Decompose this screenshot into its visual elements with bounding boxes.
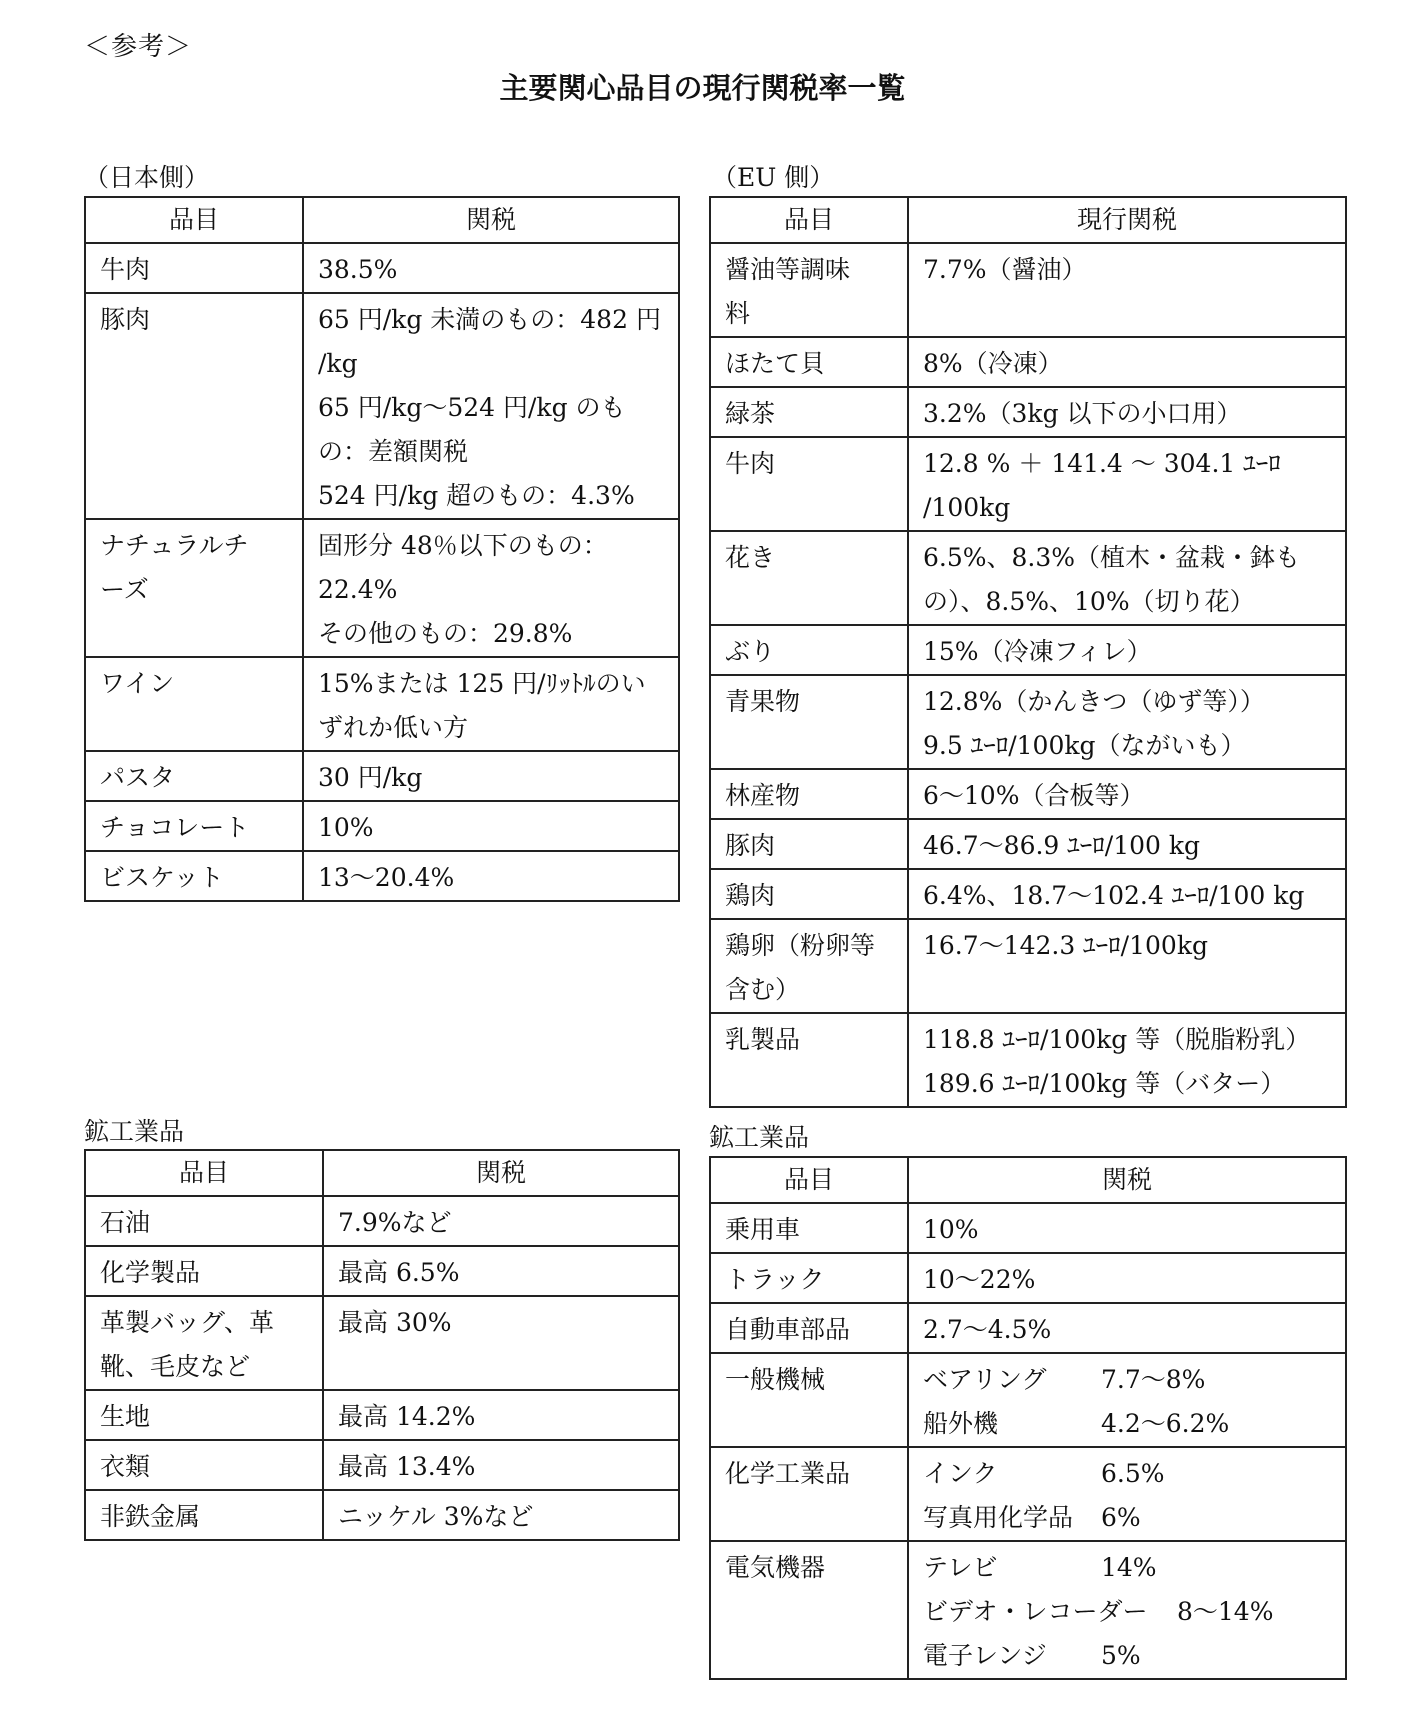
table-row [710,1447,1346,1541]
tariff-value: 16.7～142.3 ﾕｰﾛ/100kg [923,931,1208,960]
tariff-cell [323,1440,679,1490]
item-name: 化学工業品 [725,1459,851,1488]
item-cell [710,1353,908,1447]
table-row [710,1203,1346,1253]
table-row [710,437,1346,531]
tariff-value: 38.5% [318,255,398,284]
table-row [710,1253,1346,1303]
item-cell [85,851,303,901]
table-row [85,1440,679,1490]
table-row [710,769,1346,819]
item-cell [85,1246,323,1296]
subitem-value: 7.7～8% [1101,1365,1206,1394]
tariff-value: 10～22% [923,1265,1036,1294]
tariff-value: 12.8%（かんきつ（ゆず等）） [923,687,1265,716]
tariff-value: 9.5 ﾕｰﾛ/100kg（ながいも） [923,731,1246,760]
table-row [85,243,679,293]
tariff-value: 15%または 125 円/ﾘｯﾄﾙのい [318,669,646,698]
tariff-subitem [923,1590,1331,1634]
item-name: ワイン [100,669,175,698]
item-name: ナチュラルチ [100,531,249,560]
reference-label: ＜参考＞ [84,32,193,62]
tariff-value: 30 円/kg [318,763,423,792]
item-name: 生地 [100,1402,151,1431]
table-row [85,1296,679,1390]
item-cell [710,869,908,919]
table-row [710,1303,1346,1353]
tariff-cell [908,1013,1346,1107]
item-name: ほたて貝 [725,349,826,378]
table-row [710,1541,1346,1679]
table-row [710,1353,1346,1447]
item-cell [85,657,303,751]
japan-industrial-caption: 鉱工業品 [84,1117,185,1146]
item-cell [710,1013,908,1107]
item-name: 衣類 [100,1452,151,1481]
col-header-item: 品目 [710,197,908,243]
col-header-item: 品目 [710,1157,908,1203]
tariff-cell [908,819,1346,869]
tariff-cell [908,1303,1346,1353]
tariff-cell [908,675,1346,769]
tariff-value: 8%（冷凍） [923,349,1063,378]
item-cell [710,919,908,1013]
page-title: 主要関心品目の現行関税率一覧 [499,71,906,105]
tariff-cell [908,437,1346,531]
tariff-value: /kg [318,349,358,378]
tariff-cell [323,1296,679,1390]
eu-industrial-caption: 鉱工業品 [709,1123,810,1152]
tariff-subitem [923,1452,1331,1496]
item-cell [710,1303,908,1353]
item-cell [710,769,908,819]
eu-industrial-table [709,1156,1347,1680]
tariff-cell [303,657,679,751]
tariff-value: 15%（冷凍フィレ） [923,637,1152,666]
eu-tariff-table [709,196,1347,1108]
subitem-label: 写真用化学品 [923,1503,1074,1532]
tariff-value: 3.2%（3kg 以下の小口用） [923,399,1242,428]
tariff-cell [908,869,1346,919]
tariff-value: その他のもの：29.8% [318,619,573,648]
tariff-subitem [923,1546,1331,1590]
tariff-value: 最高 30% [338,1308,452,1337]
table-row [710,387,1346,437]
table-row [85,1490,679,1540]
tariff-value: ずれか低い方 [318,713,469,742]
tariff-value: 10% [318,813,374,842]
tariff-cell [908,1253,1346,1303]
tariff-value: 524 円/kg 超のもの：4.3% [318,481,635,510]
item-cell [710,337,908,387]
table-row [710,531,1346,625]
item-cell [710,243,908,337]
table-row [710,819,1346,869]
table-row [710,919,1346,1013]
table-row [85,851,679,901]
tariff-value: 固形分 48％以下のもの： [318,531,608,560]
tariff-value: 189.6 ﾕｰﾛ/100kg 等（バター） [923,1069,1286,1098]
item-cell [710,1253,908,1303]
tariff-cell [908,1353,1346,1447]
item-cell [85,1196,323,1246]
eu-caption: （EU 側） [712,163,835,192]
item-name: ぶり [725,637,776,666]
tariff-value: 7.7%（醤油） [923,255,1087,284]
item-cell [710,1447,908,1541]
item-cell [85,293,303,519]
tariff-subitem [923,1358,1331,1402]
tariff-cell [303,293,679,519]
item-cell [85,801,303,851]
tariff-value: 6～10%（合板等） [923,781,1145,810]
item-name: 一般機械 [725,1365,826,1394]
item-name: 乗用車 [725,1215,801,1244]
item-name: 林産物 [725,781,801,810]
tariff-value: 最高 13.4% [338,1452,476,1481]
tariff-cell [908,919,1346,1013]
item-name: 花き [725,543,776,572]
tariff-cell [323,1490,679,1540]
tariff-cell [323,1246,679,1296]
table-row [710,337,1346,387]
subitem-label: テレビ [923,1553,998,1582]
tariff-value: 22.4% [318,575,398,604]
subitem-value: 8～14% [1177,1597,1274,1626]
item-cell [710,531,908,625]
table-row [85,1390,679,1440]
item-name: ーズ [100,575,149,604]
tariff-cell [908,1541,1346,1679]
tariff-value: 10% [923,1215,979,1244]
tariff-value: /100kg [923,493,1011,522]
item-name: 自動車部品 [725,1315,851,1344]
japan-tariff-table [84,196,680,902]
item-name: トラック [725,1265,825,1294]
tariff-value: 65 円/kg 未満のもの：482 円 [318,305,661,334]
tariff-value: 6.4%、18.7～102.4 ﾕｰﾛ/100 kg [923,881,1305,910]
table-row [710,675,1346,769]
tariff-cell [908,243,1346,337]
subitem-label: 電子レンジ [923,1641,1047,1670]
table-row [710,243,1346,337]
item-name: パスタ [100,763,176,792]
table-row [85,1246,679,1296]
tariff-value: 最高 14.2% [338,1402,476,1431]
item-cell [85,1296,323,1390]
tariff-value: 6.5%、8.3%（植木・盆栽・鉢も [923,543,1301,572]
item-name: 料 [725,299,751,328]
item-name: 牛肉 [725,449,776,478]
tariff-cell [323,1196,679,1246]
item-cell [85,751,303,801]
item-name: 醤油等調味 [725,255,851,284]
tariff-cell [303,801,679,851]
table-row [710,869,1346,919]
tariff-cell [908,625,1346,675]
item-cell [85,1490,323,1540]
tariff-value: 最高 6.5% [338,1258,460,1287]
tariff-subitem [923,1496,1331,1540]
table-row [85,293,679,519]
subitem-value: 4.2～6.2% [1101,1409,1230,1438]
subitem-label: 船外機 [923,1409,999,1438]
item-name: 電気機器 [725,1553,826,1582]
item-name: 豚肉 [100,305,151,334]
subitem-value: 14% [1101,1553,1157,1582]
tariff-cell [303,851,679,901]
item-name: 靴、毛皮など [100,1352,251,1381]
item-cell [710,625,908,675]
table-row [710,625,1346,675]
item-cell [85,1390,323,1440]
tariff-cell [908,769,1346,819]
tariff-value: 65 円/kg～524 円/kg のも [318,393,626,422]
item-name: 革製バッグ、革 [100,1308,275,1337]
item-name: 鶏卵（粉卵等 [725,931,876,960]
tariff-cell [908,1447,1346,1541]
tariff-value: の：差額関税 [318,437,469,466]
item-cell [710,437,908,531]
item-name: チョコレート [100,813,250,842]
subitem-value: 6.5% [1101,1459,1165,1488]
subitem-value: 5% [1101,1641,1141,1670]
tariff-value: 7.9%など [338,1208,452,1237]
table-row [85,519,679,657]
item-name: ビスケット [100,863,224,892]
tariff-value: 13～20.4% [318,863,455,892]
item-cell [85,1440,323,1490]
tariff-cell [303,519,679,657]
tariff-cell [908,337,1346,387]
item-cell [710,1203,908,1253]
subitem-value: 6% [1101,1503,1141,1532]
japan-caption: （日本側） [84,163,210,192]
item-name: 牛肉 [100,255,151,284]
item-name: 石油 [100,1208,151,1237]
subitem-label: インク [923,1459,998,1488]
tariff-value: の）、8.5%、10%（切り花） [923,587,1255,616]
tariff-value: 2.7～4.5% [923,1315,1052,1344]
tariff-cell [908,1203,1346,1253]
col-header-tariff: 関税 [908,1157,1346,1203]
col-header-tariff: 関税 [303,197,679,243]
col-header-tariff: 現行関税 [908,197,1346,243]
table-row [710,1013,1346,1107]
item-cell [85,243,303,293]
item-name: 緑茶 [725,399,776,428]
item-cell [710,1541,908,1679]
item-name: 豚肉 [725,831,776,860]
col-header-item: 品目 [85,1150,323,1196]
item-name: 非鉄金属 [100,1502,201,1531]
item-name: 青果物 [725,687,801,716]
item-cell [85,519,303,657]
subitem-label: ビデオ・レコーダー [923,1597,1148,1626]
subitem-label: ベアリング [923,1365,1047,1394]
tariff-cell [908,387,1346,437]
tariff-value: 118.8 ﾕｰﾛ/100kg 等（脱脂粉乳） [923,1025,1311,1054]
table-row [85,1196,679,1246]
japan-industrial-table [84,1149,680,1541]
tariff-value: 46.7～86.9 ﾕｰﾛ/100 kg [923,831,1201,860]
tariff-cell [908,531,1346,625]
col-header-tariff: 関税 [323,1150,679,1196]
table-row [85,801,679,851]
tariff-subitem [923,1634,1331,1678]
item-name: 含む） [725,975,801,1004]
tariff-value: ニッケル 3%など [338,1502,534,1531]
table-row [85,751,679,801]
item-cell [710,819,908,869]
item-name: 化学製品 [100,1258,201,1287]
item-name: 鶏肉 [725,881,776,910]
tariff-cell [303,243,679,293]
col-header-item: 品目 [85,197,303,243]
item-cell [710,387,908,437]
tariff-value: 12.8 % ＋ 141.4 ～ 304.1 ﾕｰﾛ [923,449,1281,478]
table-row [85,657,679,751]
item-cell [710,675,908,769]
tariff-cell [303,751,679,801]
tariff-subitem [923,1402,1331,1446]
tariff-cell [323,1390,679,1440]
item-name: 乳製品 [725,1025,801,1054]
